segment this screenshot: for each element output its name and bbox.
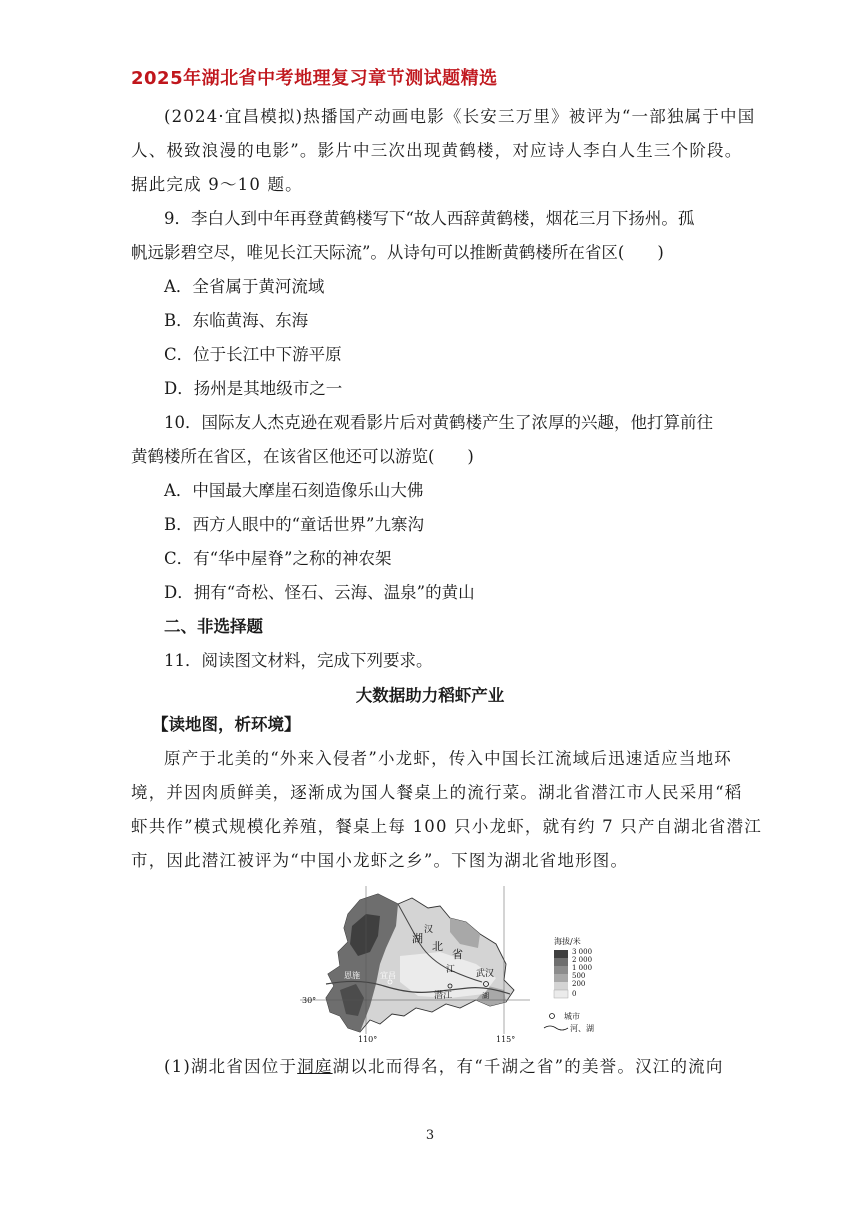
hubei-terrain-map [300,886,600,1046]
map-label-bei: 北 [432,940,443,953]
q11-part1-pre: (1)湖北省因位于 [164,1057,298,1076]
q9-stem-line-1: 9．李白人到中年再登黄鹤楼写下“故人西辞黄鹤楼，烟花三月下扬州。孤 [164,209,695,228]
legend-value-500: 500 [572,972,586,980]
q11-part1 [164,1056,724,1078]
page-number: 3 [425,1128,435,1143]
legend-city: 城市 [564,1012,580,1021]
legend-value-2000: 2 000 [572,956,593,964]
legend-swatch-1000 [554,966,568,974]
legend-value-0: 0 [572,990,577,998]
legend-river-icon [544,1026,568,1030]
q10-stem-line-2: 黄鹤楼所在省区，在该省区他还可以游览( ) [131,447,474,466]
legend-title: 海拔/米 [554,937,581,946]
q9-option-a: A．全省属于黄河流域 [164,277,325,296]
legend-swatch-3000 [554,950,568,958]
material-line-1: 原产于北美的“外来入侵者”小龙虾，传入中国长江流域后迅速适应当地环 [164,749,732,768]
q9-option-d: D．扬州是其地级市之一 [164,379,343,398]
intro-line-3: 据此完成 9～10 题。 [131,175,303,194]
legend-swatch-0 [554,990,568,998]
q9-option-b: B．东临黄海、东海 [164,311,309,330]
intro-line-2: 人、极致浪漫的电影”。影片中三次出现黄鹤楼，对应诗人李白人生三个阶段。 [131,141,743,160]
legend-swatch-200 [554,982,568,990]
q9-option-c: C．位于长江中下游平原 [164,345,342,364]
material-line-4: 市，因此潜江被评为“中国小龙虾之乡”。下图为湖北省地形图。 [131,851,629,870]
material-line-3: 虾共作”模式规模化养殖，餐桌上每 100 只小龙虾，就有约 7 只产自湖北省潜江 [131,817,762,836]
legend-river: 河、湖 [570,1024,594,1033]
article-title: 大数据助力稻虾产业 [355,686,505,705]
q10-option-c: C．有“华中屋脊”之称的神农架 [164,549,392,568]
legend-value-1000: 1 000 [572,964,593,972]
map-label-jiang: 江 [446,965,456,975]
map-label-hu: 湖 [412,932,423,945]
map-label-lake: 湖 [482,992,489,1000]
q10-option-d: D．拥有“奇松、怪石、云海、温泉”的黄山 [164,583,475,602]
legend-city-icon [550,1014,555,1019]
map-city-wuhan: 武汉 [476,969,495,979]
legend-value-3000: 3 000 [572,948,593,956]
section-heading: 二、非选择题 [164,617,263,636]
map-lon-115: 115° [496,1035,516,1044]
map-label-sheng: 省 [452,948,463,961]
q10-stem-line-1: 10．国际友人杰克逊在观看影片后对黄鹤楼产生了浓厚的兴趣，他打算前往 [164,413,713,432]
map-city-enshi: 恩施 [344,971,360,980]
page-header: 2025年湖北省中考地理复习章节测试题精选 [131,68,498,89]
map-city-yichang: 宜昌 [380,971,396,980]
q10-option-b: B．西方人眼中的“童话世界”九寨沟 [164,515,424,534]
material-line-2: 境，并因肉质鲜美，逐渐成为国人餐桌上的流行菜。湖北省潜江市人民采用“稻 [131,783,743,802]
legend-swatch-500 [554,974,568,982]
q9-stem-line-2: 帆远影碧空尽，唯见长江天际流”。从诗句可以推断黄鹤楼所在省区( ) [131,243,664,262]
intro-line-1: (2024·宜昌模拟)热播国产动画电影《长安三万里》被评为“一部独属于中国 [164,107,756,126]
map-lat-30: 30° [302,996,317,1005]
q11-stem: 11．阅读图文材料，完成下列要求。 [164,651,433,670]
map-lon-110: 110° [358,1035,378,1044]
map-city-qianjiang: 潜江 [434,991,453,1001]
subheading: 【读地图，析环境】 [152,715,301,734]
legend-value-200: 200 [572,980,586,988]
map-label-han: 汉 [424,925,434,935]
q11-part1-post: 湖以北而得名，有“千湖之省”的美誉。汉江的流向 [332,1057,724,1076]
q11-part1-underlined: 洞庭 [297,1057,333,1076]
legend-swatch-2000 [554,958,568,966]
q10-option-a: A．中国最大摩崖石刻造像乐山大佛 [164,481,424,500]
